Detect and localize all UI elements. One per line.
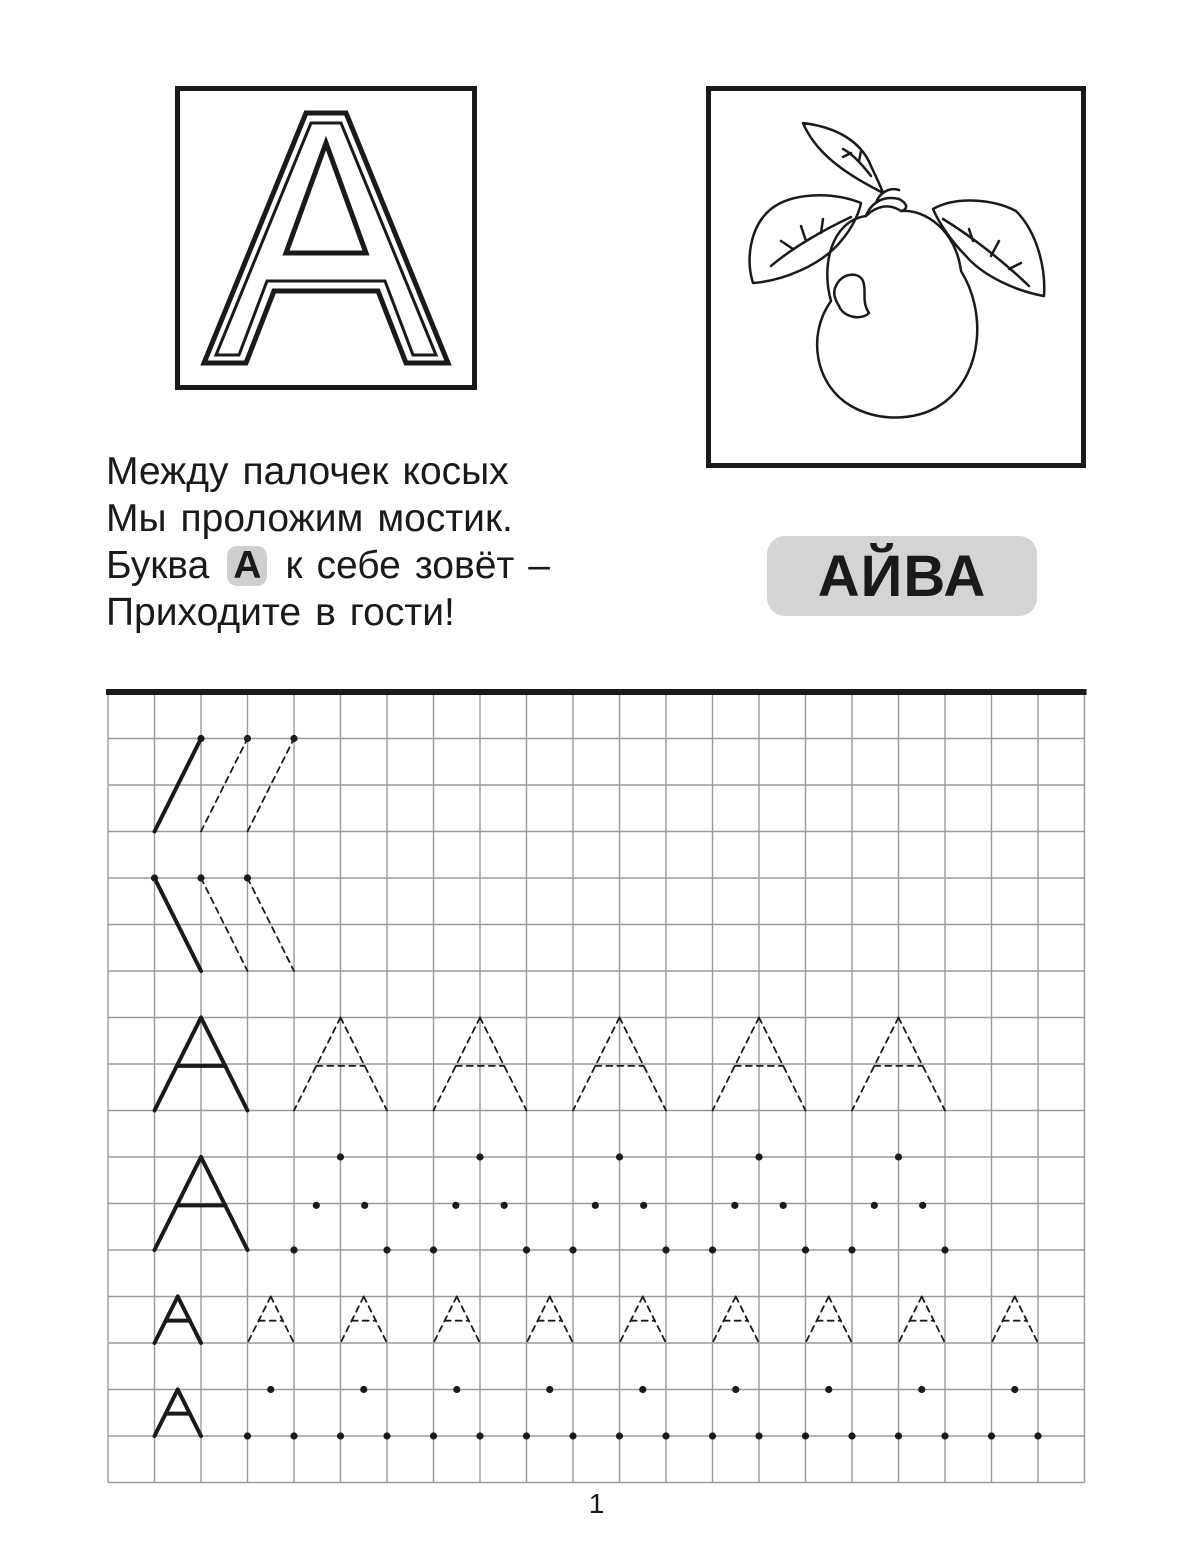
letter-a-dotted-apex-dot <box>755 1153 762 1160</box>
small-letter-a-traced-right-stroke <box>736 1297 759 1344</box>
small-letter-a-traced-right-stroke <box>457 1297 480 1344</box>
small-letter-a-dotted-foot-dot <box>244 1432 251 1439</box>
letter-a-dotted-foot-dot <box>383 1246 390 1253</box>
small-letter-a-traced-left-stroke <box>248 1297 271 1344</box>
poem-word: Мы <box>106 497 167 540</box>
letter-a-dotted-bar-dot <box>592 1202 599 1209</box>
stroke-start-dot <box>244 874 251 881</box>
poem-word: к <box>285 544 303 587</box>
small-letter-a-dotted-apex-dot <box>1011 1386 1018 1393</box>
stroke-start-dot <box>197 735 204 742</box>
small-letter-a-dotted-foot-dot <box>848 1432 855 1439</box>
letter-a-dotted-bar-dot <box>640 1202 647 1209</box>
stroke-start-dot <box>290 735 297 742</box>
poem-word: зовёт <box>414 544 515 587</box>
small-letter-a-dotted-foot-dot <box>802 1432 809 1439</box>
small-letter-a-dotted-foot-dot <box>941 1432 948 1439</box>
poem-word: Буква <box>106 544 210 587</box>
small-letter-a-dotted-foot-dot <box>476 1432 483 1439</box>
small-letter-a-dotted-apex-dot <box>360 1386 367 1393</box>
letter-a-dotted-foot-dot <box>569 1246 576 1253</box>
small-letter-a-dotted-foot-dot <box>755 1432 762 1439</box>
letter-a-dotted-foot-dot <box>430 1246 437 1253</box>
letter-a-dotted-bar-dot <box>501 1202 508 1209</box>
poem-word: себе <box>316 544 401 587</box>
stroke-start-dot <box>244 735 251 742</box>
small-letter-a-dotted-foot-dot <box>709 1432 716 1439</box>
stroke-start-dot <box>197 874 204 881</box>
small-letter-a-dotted-foot-dot <box>616 1432 623 1439</box>
stroke-start-dot <box>151 874 158 881</box>
small-letter-a-traced-right-stroke <box>1015 1297 1038 1344</box>
small-letter-a-dotted-foot-dot <box>430 1432 437 1439</box>
highlighted-letter-badge: А <box>227 546 267 586</box>
poem-word: Между <box>106 450 229 493</box>
small-letter-a-traced-right-stroke <box>550 1297 573 1344</box>
poem-word: проложим <box>180 497 364 540</box>
small-letter-a-dotted-apex-dot <box>453 1386 460 1393</box>
letter-a-dotted-bar-dot <box>780 1202 787 1209</box>
poem-word: косых <box>402 450 509 493</box>
letter-a-dotted-foot-dot <box>709 1246 716 1253</box>
letter-a-dotted-foot-dot <box>802 1246 809 1253</box>
small-letter-a-dotted-foot-dot <box>383 1432 390 1439</box>
letter-a-dotted-apex-dot <box>337 1153 344 1160</box>
small-letter-a-traced-left-stroke <box>713 1297 736 1344</box>
letter-a-dotted-foot-dot <box>941 1246 948 1253</box>
letter-a-dotted-foot-dot <box>523 1246 530 1253</box>
small-letter-a-dotted-foot-dot <box>290 1432 297 1439</box>
page-number: 1 <box>588 1488 605 1519</box>
letter-a-dotted-apex-dot <box>616 1153 623 1160</box>
word-label: АЙВА <box>817 543 987 609</box>
small-letter-a-traced-right-stroke <box>643 1297 666 1344</box>
small-letter-a-dotted-foot-dot <box>895 1432 902 1439</box>
letter-a-dotted-bar-dot <box>871 1202 878 1209</box>
small-letter-a-traced-left-stroke <box>620 1297 643 1344</box>
small-letter-a-dotted-apex-dot <box>639 1386 646 1393</box>
small-letter-a-dotted-apex-dot <box>546 1386 553 1393</box>
small-letter-a-dotted-foot-dot <box>988 1432 995 1439</box>
small-letter-a-dotted-foot-dot <box>569 1432 576 1439</box>
poem-word: мостик. <box>377 497 513 540</box>
poem-word: – <box>528 544 550 587</box>
poem-word: Приходите <box>106 591 302 634</box>
small-letter-a-traced-left-stroke <box>992 1297 1015 1344</box>
poem-word: в <box>315 591 336 634</box>
small-letter-a-dotted-foot-dot <box>337 1432 344 1439</box>
letter-a-dotted-bar-dot <box>361 1202 368 1209</box>
letter-a-dotted-bar-dot <box>731 1202 738 1209</box>
small-letter-a-traced-right-stroke <box>271 1297 294 1344</box>
small-letter-a-dotted-apex-dot <box>825 1386 832 1393</box>
small-letter-a-traced-left-stroke <box>434 1297 457 1344</box>
letter-a-dotted-foot-dot <box>848 1246 855 1253</box>
small-letter-a-traced-left-stroke <box>806 1297 829 1344</box>
letter-a-dotted-apex-dot <box>895 1153 902 1160</box>
small-letter-a-traced-left-stroke <box>527 1297 550 1344</box>
small-letter-a-dotted-foot-dot <box>1034 1432 1041 1439</box>
small-letter-a-traced-right-stroke <box>922 1297 945 1344</box>
letter-a-dotted-bar-dot <box>919 1202 926 1209</box>
letter-a-dotted-foot-dot <box>662 1246 669 1253</box>
letter-a-dotted-bar-dot <box>452 1202 459 1209</box>
small-letter-a-traced-right-stroke <box>364 1297 387 1344</box>
letter-a-dotted-foot-dot <box>290 1246 297 1253</box>
poem-word: гости! <box>349 591 455 634</box>
poem-word: палочек <box>242 450 389 493</box>
small-letter-a-traced-left-stroke <box>341 1297 364 1344</box>
letter-a-dotted-apex-dot <box>476 1153 483 1160</box>
small-letter-a-dotted-foot-dot <box>662 1432 669 1439</box>
small-letter-a-dotted-apex-dot <box>918 1386 925 1393</box>
small-letter-a-dotted-foot-dot <box>523 1432 530 1439</box>
small-letter-a-traced-right-stroke <box>829 1297 852 1344</box>
small-letter-a-dotted-apex-dot <box>732 1386 739 1393</box>
small-letter-a-traced-left-stroke <box>899 1297 922 1344</box>
letter-a-dotted-bar-dot <box>313 1202 320 1209</box>
small-letter-a-dotted-apex-dot <box>267 1386 274 1393</box>
